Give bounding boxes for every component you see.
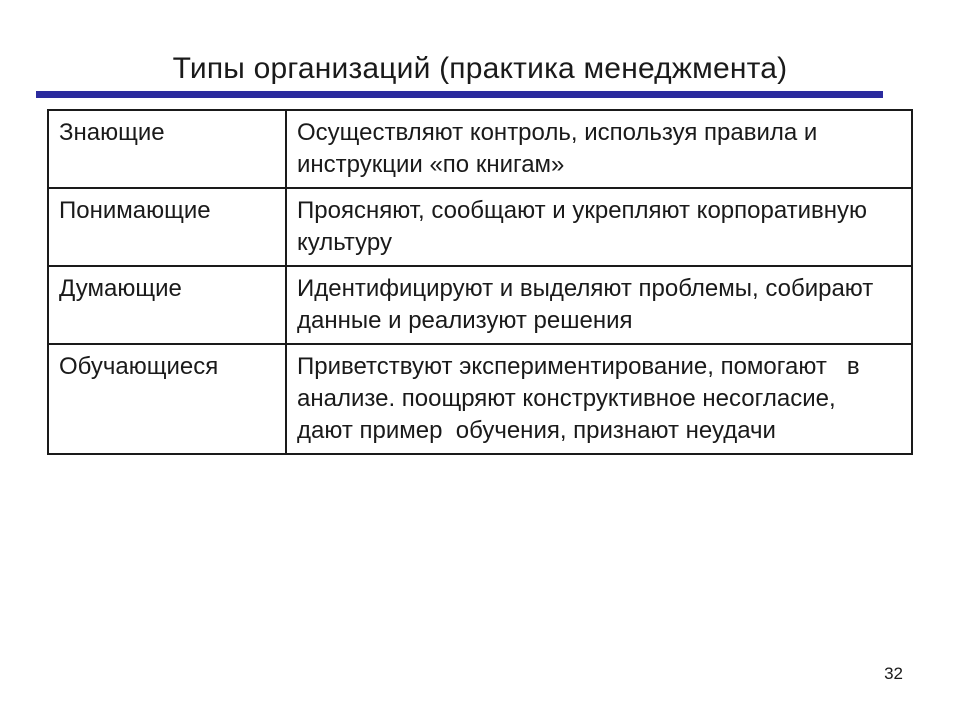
table-row [48, 110, 912, 188]
table-row [48, 266, 912, 344]
title-underline [36, 91, 883, 98]
type-cell: Думающие [48, 266, 286, 344]
table-row [48, 344, 912, 454]
description-cell: Проясняют, сообщают и укрепляют корпоративную культуру [286, 188, 912, 266]
organization-types-table [47, 109, 913, 455]
description-cell: Идентифицируют и выделяют проблемы, собирают данные и реализуют решения [286, 266, 912, 344]
type-cell: Понимающие [48, 188, 286, 266]
description-cell: Осуществляют контроль, используя правила и инструкции «по книгам» [286, 110, 912, 188]
type-cell: Обучающиеся [48, 344, 286, 454]
description-cell: Приветствуют экспериментирование, помогают в анализе. поощряют конструктивное несогласие, дают пример обучения, признают неудачи [286, 344, 912, 454]
table-row [48, 188, 912, 266]
type-cell: Знающие [48, 110, 286, 188]
slide-title: Типы организаций (практика менеджмента) [172, 52, 788, 85]
page-number: 32 [884, 664, 903, 683]
